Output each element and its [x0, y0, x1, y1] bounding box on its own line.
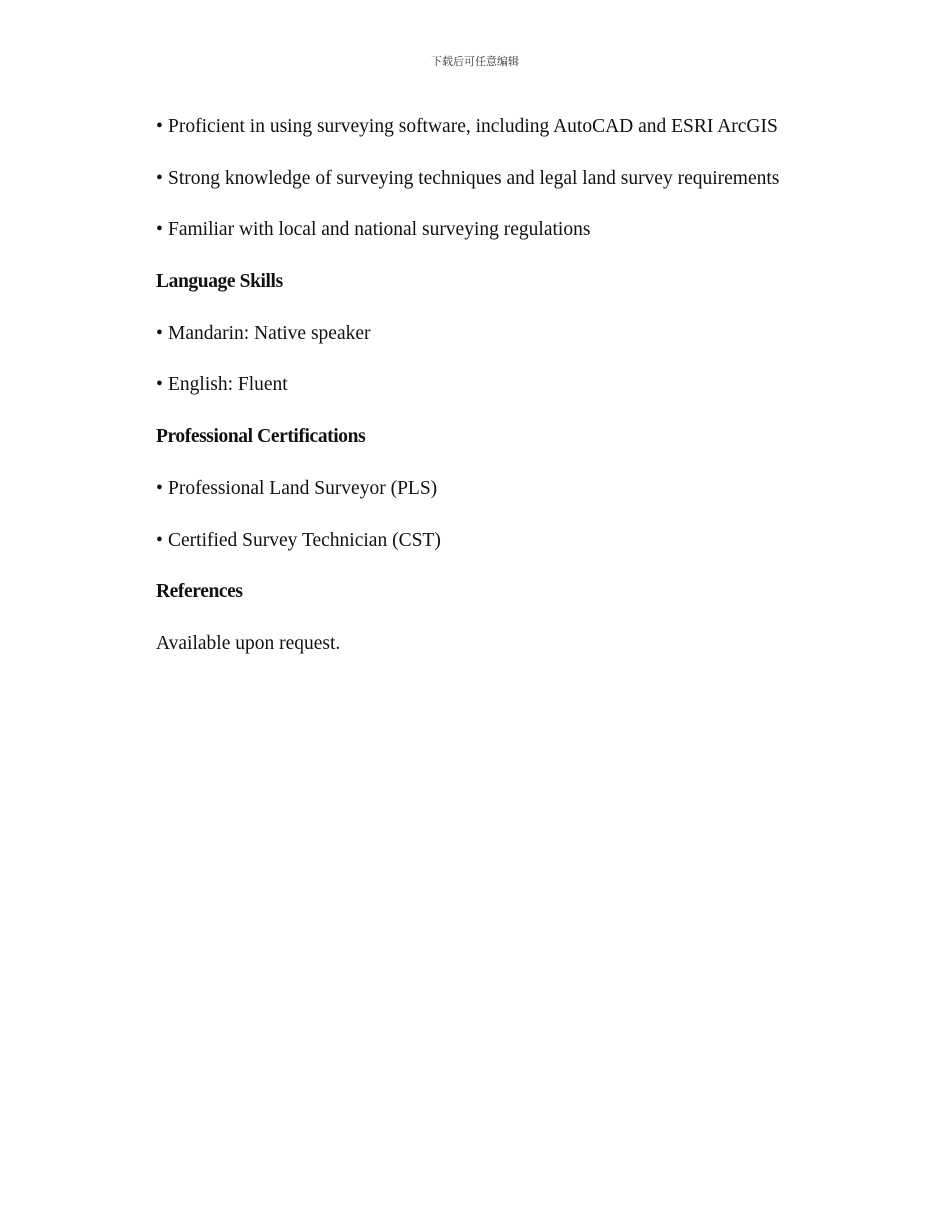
list-item: [156, 372, 916, 424]
bullet-glyph: •: [156, 116, 163, 137]
references-heading: References: [156, 581, 243, 603]
bullet-glyph: •: [156, 219, 163, 241]
list-item: [156, 528, 916, 580]
skill-item-text: Proficient in using surveying software, including AutoCAD and ESRI ArcGIS: [168, 116, 778, 137]
list-item: [156, 321, 916, 373]
bullet-glyph: •: [156, 374, 163, 396]
list-item: [156, 476, 916, 528]
list-item: [156, 217, 916, 269]
page-header: 下载后可任意编辑: [431, 55, 519, 68]
language-skills-heading: Language Skills: [156, 271, 283, 293]
list-item: [156, 166, 916, 218]
certification-item-text: Professional Land Surveyor (PLS): [168, 477, 438, 499]
skill-item-text: Familiar with local and national surveying regulations: [168, 219, 591, 241]
language-item-text: Mandarin: Native speaker: [168, 322, 371, 344]
skill-item-text: Strong knowledge of surveying techniques and legal land survey requirements: [168, 167, 780, 189]
bullet-glyph: •: [156, 529, 163, 551]
bullet-glyph: •: [156, 167, 163, 189]
list-item: [156, 114, 916, 166]
language-item-text: English: Fluent: [168, 374, 288, 396]
certification-item-text: Certified Survey Technician (CST): [168, 529, 441, 551]
references-text: Available upon request.: [156, 632, 341, 654]
resume-content: [156, 114, 916, 683]
bullet-glyph: •: [156, 322, 163, 344]
certifications-heading: Professional Certifications: [156, 426, 366, 448]
bullet-glyph: •: [156, 477, 163, 499]
